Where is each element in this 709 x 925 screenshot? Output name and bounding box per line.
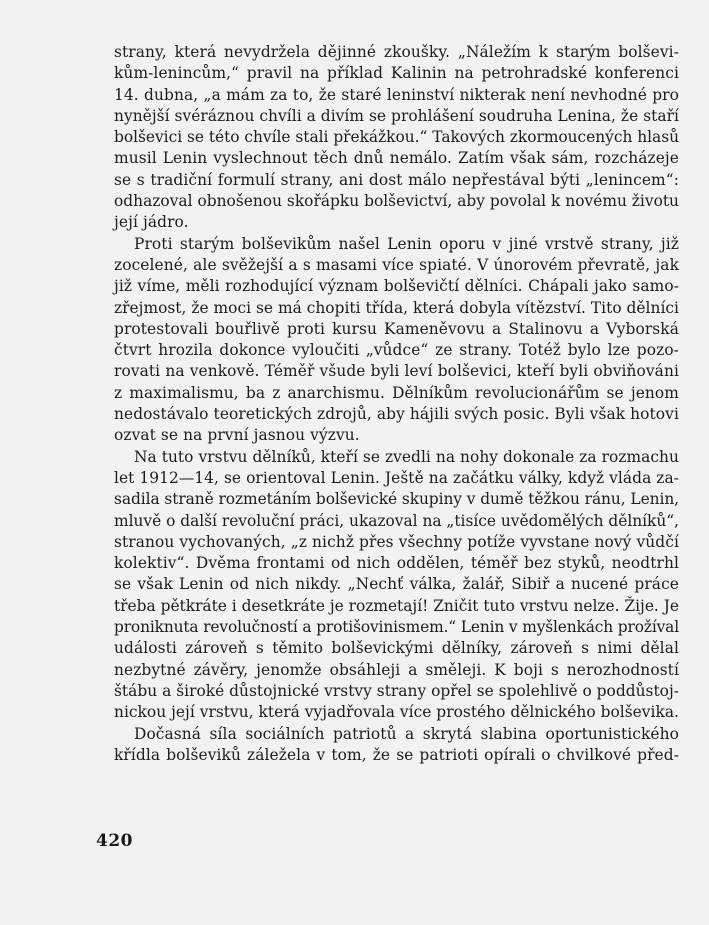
body-text bbox=[114, 42, 679, 766]
text-line: štábu a široké důstojnické vrstvy strany opřel se spolehlivě o poddůstoj- bbox=[114, 681, 680, 700]
text-line: se však Lenin od nich nikdy. „Nechť válka, žalář, Sibiř a nucené práce bbox=[114, 575, 679, 594]
text-line: nynější svéráznou chvíli a divím se prohlášení soudruha Lenina, že staří bbox=[114, 106, 679, 125]
text-line: sadila straně rozmetáním bolševické skupiny v dumě těžkou ránu, Lenin, bbox=[114, 490, 680, 509]
paragraph-first-line: Proti starým bolševikům našel Lenin oporu v jiné vrstvě strany, již bbox=[134, 234, 679, 253]
page-number: 420 bbox=[96, 831, 133, 851]
text-line: mluvě o další revoluční práci, ukazoval na „tisíce uvědomělých dělníků“, bbox=[114, 511, 680, 530]
text-line: odhazoval obnošenou skořápku bolševictví, aby povolal k novému životu bbox=[114, 192, 679, 211]
text-line: musil Lenin vyslechnout těch dnů nemálo. Zatím však sám, rozcházeje bbox=[114, 149, 679, 168]
text-line: třeba pětkráte i desetkráte je rozmetají! Zničit tuto vrstvu nelze. Žije. Je bbox=[114, 596, 679, 615]
text-line: se s tradiční formulí strany, ani dost málo nepřestával býti „lenincem“: bbox=[114, 170, 679, 189]
text-line: strany, která nevydržela dějinné zkoušky. „Náležím k starým bolševi- bbox=[114, 43, 679, 61]
text-line: 14. dubna, „a mám za to, že staré leninství nikterak není nevhodné pro bbox=[114, 85, 679, 104]
text-line: nezbytné závěry, jenomže obsáhleji a směleji. K boji s nerozhodností bbox=[114, 660, 679, 679]
text-line: nickou její vrstvu, která vyjadřovala více prostého dělnického bolševika. bbox=[114, 703, 679, 722]
text-line: stranou vychovaných, „z nichž přes všechny potíže vyvstane nový vůdčí bbox=[114, 532, 679, 551]
text-line: čtvrt hrozila dokonce vyloučiti „vůdce“ ze strany. Totéž bylo lze pozo- bbox=[114, 341, 679, 360]
text-line: bolševici se této chvíle stali překážkou.“ Takových zkormoucených hlasů bbox=[114, 128, 679, 147]
text-line: zřejmost, že moci se má chopiti třída, která dobyla vítězství. Tito dělníci bbox=[114, 298, 679, 317]
paragraph-first-line: Dočasná síla sociálních patriotů a skrytá slabina oportunistického bbox=[134, 724, 679, 743]
paragraph-first-line: Na tuto vrstvu dělníků, kteří se zvedli na nohy dokonale za rozmachu bbox=[134, 447, 679, 466]
text-line: let 1912—14, se orientoval Lenin. Ještě na začátku války, když vláda za- bbox=[114, 468, 679, 487]
text-line: nedostávalo teoretických zdrojů, aby hájili svých posic. Byli však hotovi bbox=[114, 405, 679, 424]
text-line: kům-lenincům,“ pravil na příklad Kalinin na petrohradské konferenci bbox=[114, 64, 679, 83]
text-line: zocelené, ale svěžejší a s masami více spiaté. V únorovém převratě, jak bbox=[114, 255, 679, 274]
text-line: kolektiv“. Dvěma frontami od nich oddělen, téměř bez styků, neodtrhl bbox=[114, 554, 679, 573]
text-line: rovati na venkově. Téměř všude byli leví bolševici, kteří byli obviňováni bbox=[114, 362, 679, 381]
text-line: proniknuta revolučností a protišovinismem.“ Lenin v myšlenkách prožíval bbox=[114, 618, 679, 637]
text-line: již víme, měli rozhodující význam bolševičtí dělníci. Chápali jako samo- bbox=[114, 277, 679, 296]
text-line: její jádro. bbox=[114, 213, 189, 232]
text-line: události zároveň s těmito bolševickými dělníky, zároveň s nimi dělal bbox=[114, 639, 679, 658]
text-line: z maximalismu, ba z anarchismu. Dělníkům revolucionářům se jenom bbox=[114, 383, 679, 402]
text-line: ozvat se na první jasnou výzvu. bbox=[114, 426, 360, 445]
text-line: protestovali bouřlivě proti kursu Kameněvovu a Stalinovu a Vyborská bbox=[114, 319, 679, 338]
text-line: křídla bolševiků záležela v tom, že se patrioti opírali o chvilkové před- bbox=[114, 745, 679, 764]
